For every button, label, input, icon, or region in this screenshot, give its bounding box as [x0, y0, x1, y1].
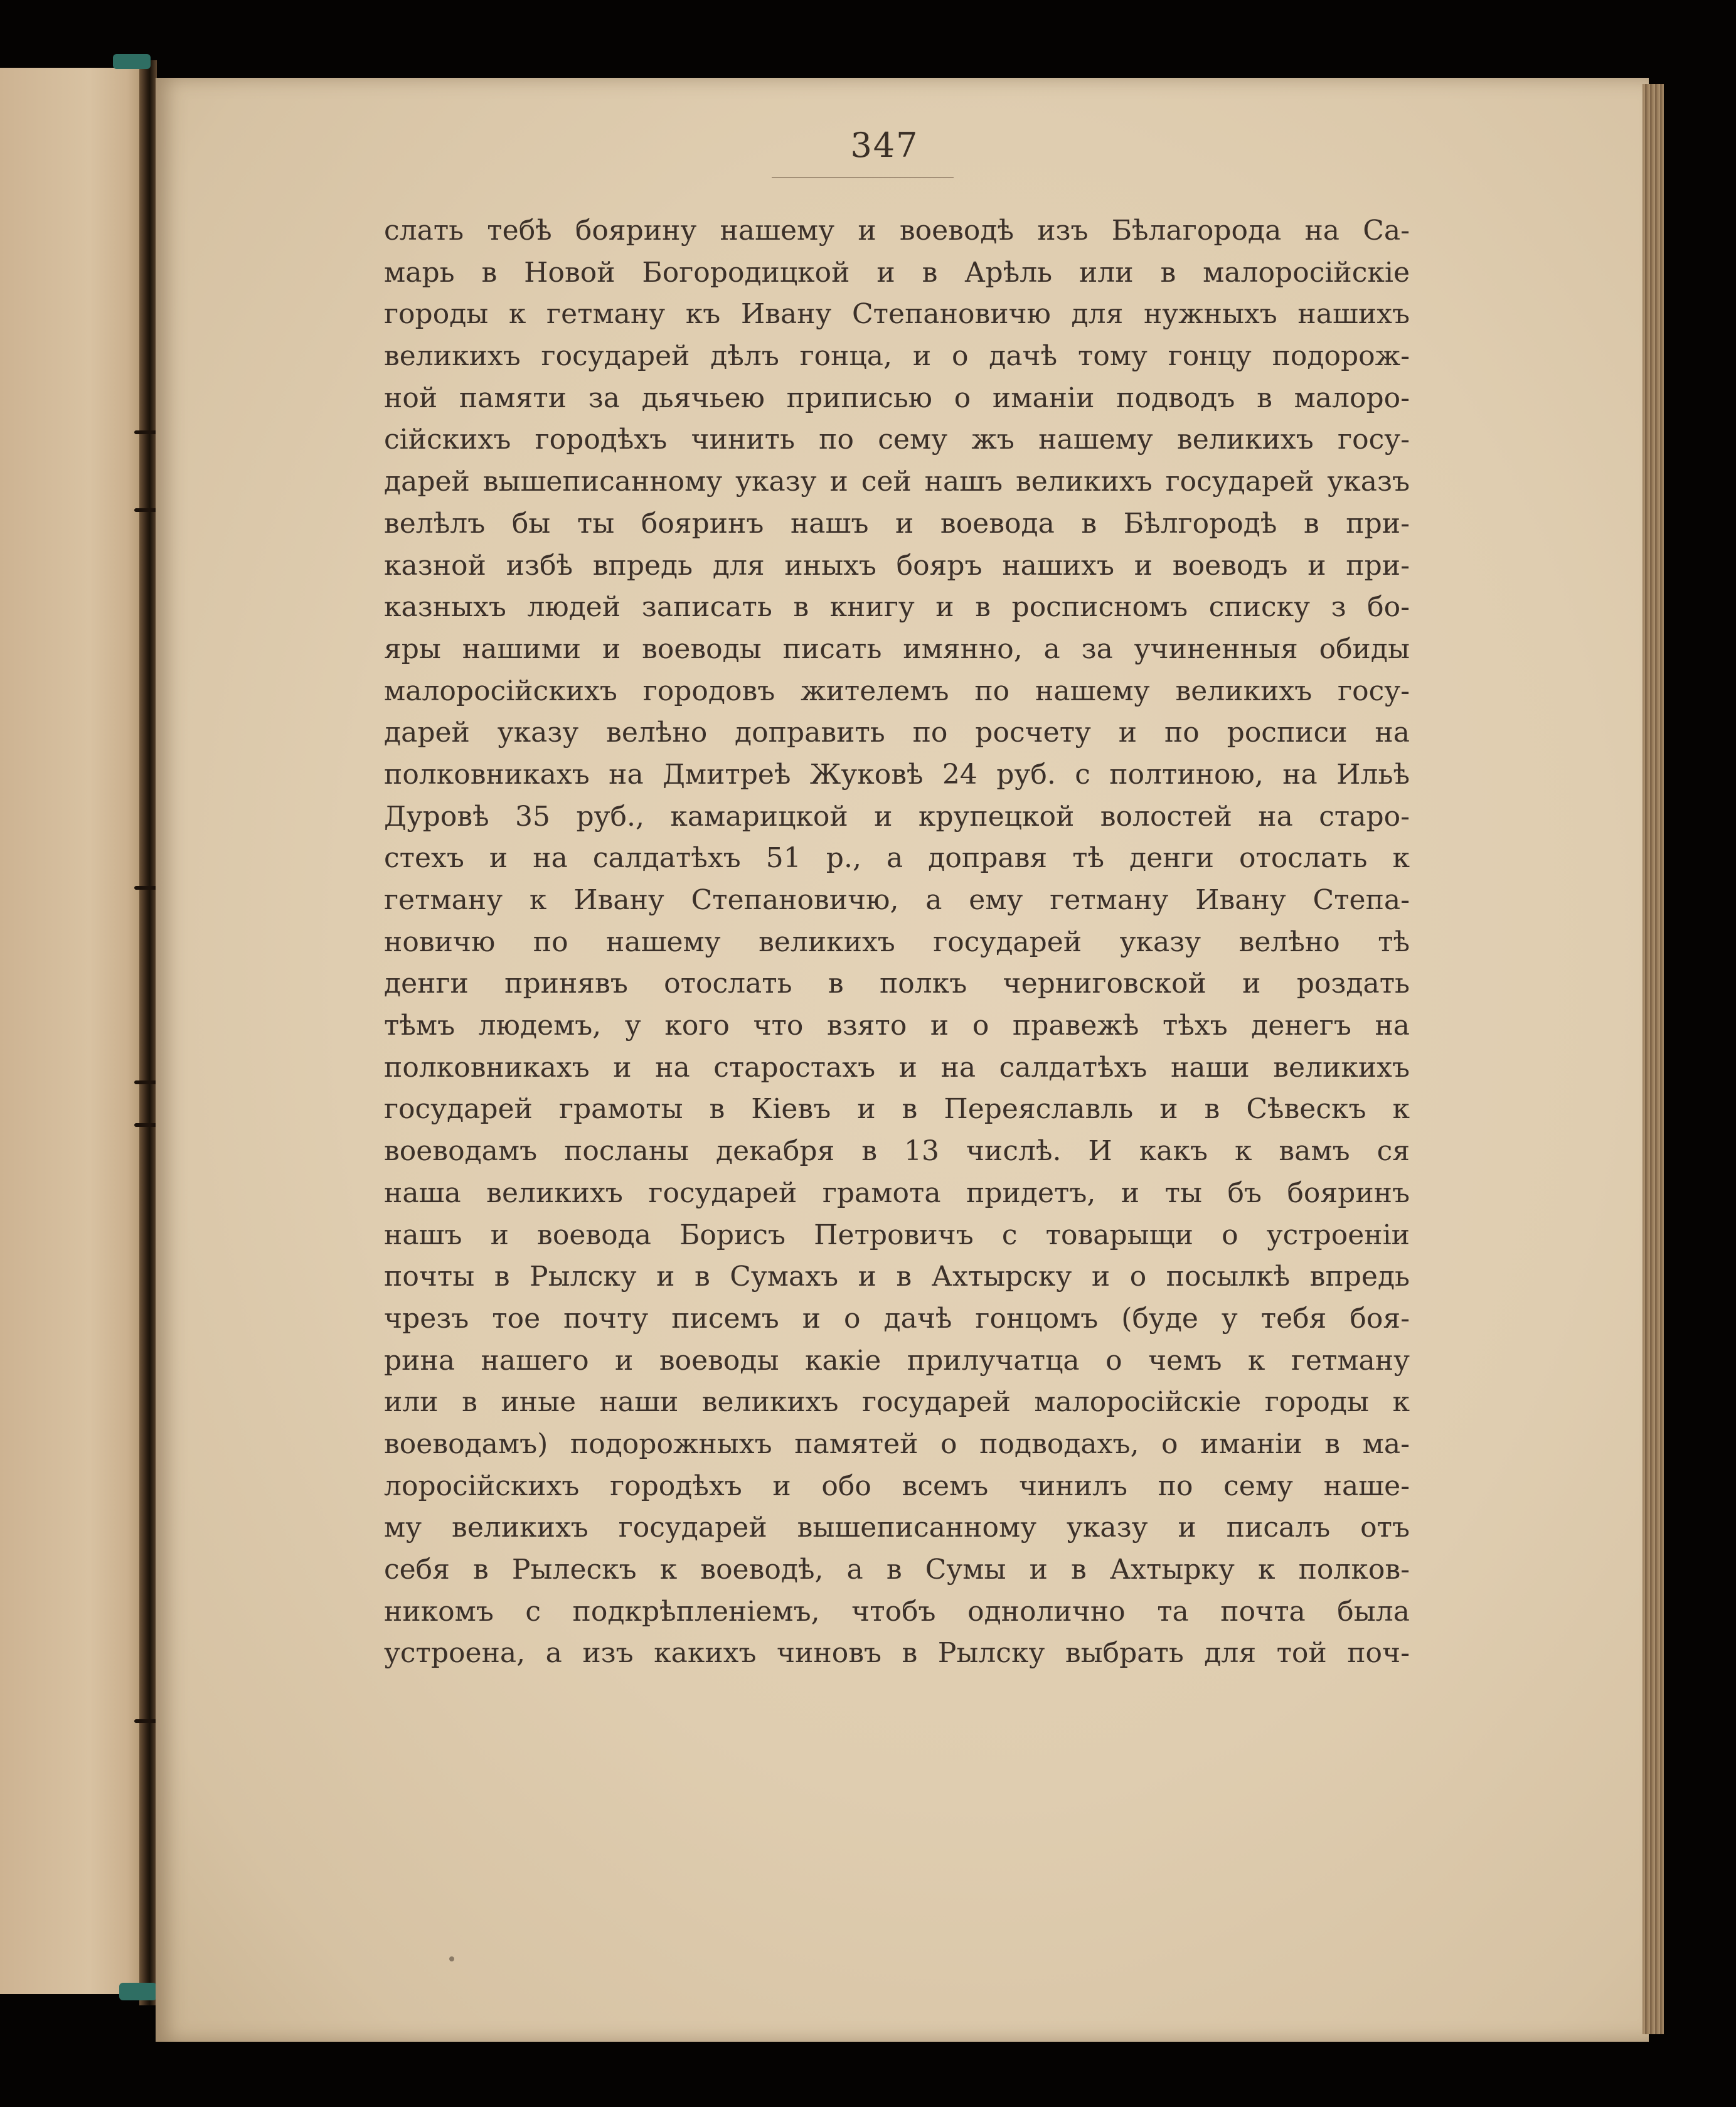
text-line: рина нашего и воеводы какіе прилучатца о чемъ к гетману [384, 1344, 1410, 1377]
text-line: новичю по нашему великихъ государей указу велѣно тѣ [384, 925, 1410, 958]
text-line: стехъ и на салдатѣхъ 51 р., а доправя тѣ денги отослать к [384, 842, 1410, 875]
page-number: 347 [850, 125, 919, 165]
body-text [384, 210, 1410, 1675]
text-line: великихъ государей дѣлъ гонца, и о дачѣ тому гонцу подорож- [384, 340, 1410, 373]
text-line: слать тебѣ боярину нашему и воеводѣ изъ Бѣлагорода на Са- [384, 215, 1410, 247]
text-line: или в иные наши великихъ государей малоросійскіе городы к [384, 1386, 1410, 1419]
text-line: воеводамъ посланы декабря в 13 числѣ. И какъ к вамъ ся [384, 1135, 1410, 1168]
text-line: Дуровѣ 35 руб., камарицкой и крупецкой волостей на старо- [384, 800, 1410, 833]
text-line: наша великихъ государей грамота придетъ, и ты бъ бояринъ [384, 1176, 1410, 1209]
text-line: гетману к Ивану Степановичю, а ему гетману Ивану Степа- [384, 884, 1410, 916]
text-line: полковникахъ на Дмитреѣ Жуковѣ 24 руб. с полтиною, на Ильѣ [384, 758, 1410, 791]
text-line: городы к гетману къ Ивану Степановичю для нужныхъ нашихъ [384, 298, 1410, 331]
text-line: казной избѣ впредь для иныхъ бояръ нашихъ и воеводъ и при- [384, 549, 1410, 582]
text-line: тѣмъ людемъ, у кого что взято и о правежѣ тѣхъ денегъ на [384, 1010, 1410, 1042]
text-line: ной памяти за дьячьею приписью о иманіи подводъ в малоро- [384, 381, 1410, 414]
text-line: никомъ с подкрѣпленіемъ, чтобъ однолично та почта была [384, 1595, 1410, 1628]
text-line: устроена, а изъ какихъ чиновъ в Рылску выбрать для той поч- [384, 1637, 1410, 1670]
text-line: марь в Новой Богородицкой и в Арѣль или в малоросійскіе [384, 256, 1410, 289]
page-stack-edge [1643, 84, 1664, 2034]
text-line: сійскихъ городѣхъ чинить по сему жъ нашему великихъ госу- [384, 424, 1410, 456]
text-line: велѣлъ бы ты бояринъ нашъ и воевода в Бѣлгородѣ в при- [384, 507, 1410, 540]
text-line: малоросійскихъ городовъ жителемъ по нашему великихъ госу- [384, 675, 1410, 707]
text-line: дарей вышеписанному указу и сей нашъ великихъ государей указъ [384, 466, 1410, 498]
text-line: полковникахъ и на старостахъ и на салдатѣхъ наши великихъ [384, 1051, 1410, 1084]
text-line: почты в Рылску и в Сумахъ и в Ахтырску и о посылкѣ впредь [384, 1261, 1410, 1293]
text-line: себя в Рылескъ к воеводѣ, а в Сумы и в Ахтырку к полков- [384, 1554, 1410, 1586]
text-line: денги принявъ отослать в полкъ черниговской и роздать [384, 968, 1410, 1000]
paper-fleck [449, 1956, 454, 1961]
text-line: лоросійскихъ городѣхъ и обо всемъ чинилъ по сему наше- [384, 1470, 1410, 1502]
text-line: дарей указу велѣно доправить по росчету и по росписи на [384, 717, 1410, 749]
text-line: государей грамоты в Кіевъ и в Переяславль и в Сѣвескъ к [384, 1093, 1410, 1126]
text-line: яры нашими и воеводы писать имянно, а за учиненныя обиды [384, 632, 1410, 665]
text-line: нашъ и воевода Борисъ Петровичъ с товарыщи о устроеніи [384, 1219, 1410, 1251]
text-line: му великихъ государей вышеписанному указу и писалъ отъ [384, 1512, 1410, 1544]
text-line: казныхъ людей записать в книгу и в росписномъ списку з бо- [384, 591, 1410, 624]
binding-cloth-bottom [119, 1983, 157, 2000]
text-line: воеводамъ) подорожныхъ памятей о подводахъ, о иманіи в ма- [384, 1427, 1410, 1460]
page-number-rule [772, 177, 954, 178]
text-line: чрезъ тое почту писемъ и о дачѣ гонцомъ (буде у тебя боя- [384, 1302, 1410, 1335]
binding-cloth-top [113, 54, 151, 69]
previous-page-edge [0, 68, 149, 1994]
book-spine [139, 60, 157, 2005]
